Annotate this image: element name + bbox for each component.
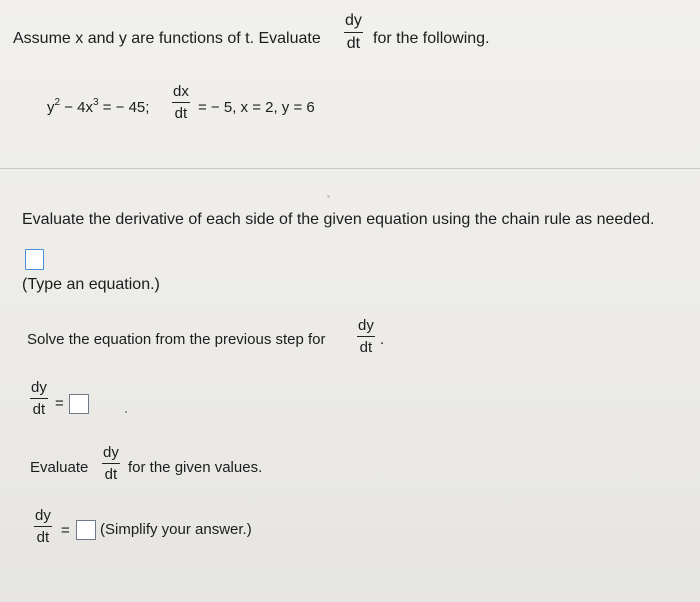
question-frac-den: dt xyxy=(346,35,361,53)
given-frac-num: dx xyxy=(173,83,189,100)
step3-frac-num: dy xyxy=(103,444,119,461)
fraction-bar xyxy=(34,526,52,527)
decorative-dot xyxy=(125,411,127,413)
eq-x-exponent: 3 xyxy=(93,97,99,108)
question-suffix: for the following. xyxy=(373,30,490,47)
step2-period: . xyxy=(380,331,385,348)
step2-frac-num: dy xyxy=(358,317,374,334)
dy-dt-expression-box[interactable] xyxy=(69,394,89,414)
step2-equals: = xyxy=(55,395,64,412)
eq-rest: = − 45; xyxy=(98,99,150,116)
eq-y-exponent: 2 xyxy=(54,97,61,108)
step1-hint: (Type an equation.) xyxy=(22,276,160,293)
fraction-bar xyxy=(172,102,190,103)
step2-fraction xyxy=(357,318,375,355)
eq-mid: − 4x xyxy=(60,99,93,116)
step3-lhs-num: dy xyxy=(35,507,51,524)
step3-equals: = xyxy=(61,522,70,539)
step1-instruction: Evaluate the derivative of each side of the given equation using the chain rule as needed. xyxy=(22,211,655,228)
given-equation xyxy=(47,99,149,116)
step3-prefix: Evaluate xyxy=(30,459,89,476)
question-prefix: Assume x and y are functions of t. Evaluate xyxy=(13,30,321,47)
step3-lhs-fraction xyxy=(34,508,52,545)
given-frac-den: dt xyxy=(174,105,188,123)
given-values: = − 5, x = 2, y = 6 xyxy=(198,99,315,116)
fraction-bar xyxy=(30,398,48,399)
step2-lhs-den: dt xyxy=(32,401,46,419)
equation-answer-box[interactable] xyxy=(25,249,44,270)
step3-fraction xyxy=(102,445,120,482)
step2-lhs-fraction xyxy=(30,380,48,417)
eq-y: y xyxy=(47,99,55,116)
fraction-bar xyxy=(102,463,120,464)
divider-handle xyxy=(327,195,330,198)
step2-frac-den: dt xyxy=(359,339,373,357)
step2-lhs-num: dy xyxy=(31,379,47,396)
step3-hint: (Simplify your answer.) xyxy=(100,521,252,538)
section-divider xyxy=(0,168,700,169)
given-fraction xyxy=(172,84,190,121)
question-frac-num: dy xyxy=(345,12,362,29)
step3-suffix: for the given values. xyxy=(128,459,263,476)
question-fraction xyxy=(344,13,363,52)
fraction-bar xyxy=(357,336,375,337)
step3-frac-den: dt xyxy=(104,466,118,484)
dy-dt-value-box[interactable] xyxy=(76,520,96,540)
step2-prefix: Solve the equation from the previous step for xyxy=(27,331,326,348)
step3-lhs-den: dt xyxy=(36,529,50,547)
fraction-bar xyxy=(344,32,363,33)
